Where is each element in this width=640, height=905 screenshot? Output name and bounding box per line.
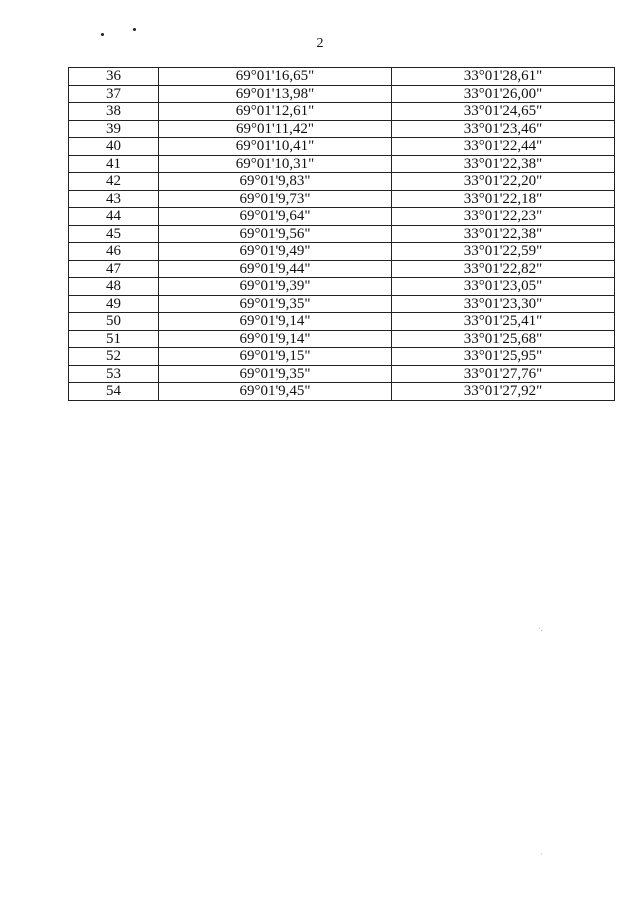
point-number: 52: [69, 348, 159, 366]
table-row: [69, 278, 615, 296]
table-row: [69, 120, 615, 138]
latitude-cell: 69°01'9,45": [159, 383, 392, 401]
table-row: [69, 383, 615, 401]
longitude-cell: 33°01'23,05": [392, 278, 615, 296]
table-row: [69, 365, 615, 383]
longitude-cell: 33°01'22,44": [392, 138, 615, 156]
table-row: [69, 85, 615, 103]
longitude-cell: 33°01'23,46": [392, 120, 615, 138]
longitude-cell: 33°01'23,30": [392, 295, 615, 313]
table-row: [69, 68, 615, 86]
table-row: [69, 313, 615, 331]
latitude-cell: 69°01'11,42": [159, 120, 392, 138]
point-number: 54: [69, 383, 159, 401]
table-row: [69, 295, 615, 313]
longitude-cell: 33°01'22,38": [392, 155, 615, 173]
longitude-cell: 33°01'25,95": [392, 348, 615, 366]
table-row: [69, 138, 615, 156]
point-number: 50: [69, 313, 159, 331]
table-row: [69, 173, 615, 191]
table-row: [69, 348, 615, 366]
point-number: 49: [69, 295, 159, 313]
longitude-cell: 33°01'22,20": [392, 173, 615, 191]
latitude-cell: 69°01'9,49": [159, 243, 392, 261]
latitude-cell: 69°01'9,73": [159, 190, 392, 208]
scan-speck: [133, 28, 136, 31]
point-number: 39: [69, 120, 159, 138]
latitude-cell: 69°01'9,39": [159, 278, 392, 296]
longitude-cell: 33°01'22,23": [392, 208, 615, 226]
point-number: 42: [69, 173, 159, 191]
point-number: 51: [69, 330, 159, 348]
page-number: 2: [316, 36, 324, 51]
longitude-cell: 33°01'25,41": [392, 313, 615, 331]
table-row: [69, 103, 615, 121]
point-number: 44: [69, 208, 159, 226]
longitude-cell: 33°01'22,38": [392, 225, 615, 243]
latitude-cell: 69°01'9,14": [159, 330, 392, 348]
longitude-cell: 33°01'28,61": [392, 68, 615, 86]
longitude-cell: 33°01'26,00": [392, 85, 615, 103]
latitude-cell: 69°01'16,65": [159, 68, 392, 86]
latitude-cell: 69°01'9,83": [159, 173, 392, 191]
point-number: 48: [69, 278, 159, 296]
point-number: 40: [69, 138, 159, 156]
latitude-cell: 69°01'13,98": [159, 85, 392, 103]
latitude-cell: 69°01'9,35": [159, 365, 392, 383]
table-row: [69, 208, 615, 226]
longitude-cell: 33°01'22,82": [392, 260, 615, 278]
longitude-cell: 33°01'22,59": [392, 243, 615, 261]
point-number: 41: [69, 155, 159, 173]
point-number: 53: [69, 365, 159, 383]
point-number: 36: [69, 68, 159, 86]
latitude-cell: 69°01'12,61": [159, 103, 392, 121]
longitude-cell: 33°01'27,76": [392, 365, 615, 383]
latitude-cell: 69°01'9,35": [159, 295, 392, 313]
coordinates-table: [68, 67, 615, 401]
table-row: [69, 190, 615, 208]
latitude-cell: 69°01'9,14": [159, 313, 392, 331]
latitude-cell: 69°01'9,44": [159, 260, 392, 278]
point-number: 46: [69, 243, 159, 261]
latitude-cell: 69°01'9,64": [159, 208, 392, 226]
longitude-cell: 33°01'27,92": [392, 383, 615, 401]
longitude-cell: 33°01'24,65": [392, 103, 615, 121]
table-row: [69, 243, 615, 261]
table-row: [69, 260, 615, 278]
point-number: 45: [69, 225, 159, 243]
point-number: 38: [69, 103, 159, 121]
table-row: [69, 330, 615, 348]
latitude-cell: 69°01'10,41": [159, 138, 392, 156]
longitude-cell: 33°01'25,68": [392, 330, 615, 348]
point-number: 47: [69, 260, 159, 278]
point-number: 37: [69, 85, 159, 103]
latitude-cell: 69°01'9,15": [159, 348, 392, 366]
table-row: [69, 155, 615, 173]
table-row: [69, 225, 615, 243]
scan-mark: ·: [540, 850, 543, 859]
longitude-cell: 33°01'22,18": [392, 190, 615, 208]
point-number: 43: [69, 190, 159, 208]
latitude-cell: 69°01'9,56": [159, 225, 392, 243]
scan-mark: ·.: [538, 624, 543, 633]
latitude-cell: 69°01'10,31": [159, 155, 392, 173]
